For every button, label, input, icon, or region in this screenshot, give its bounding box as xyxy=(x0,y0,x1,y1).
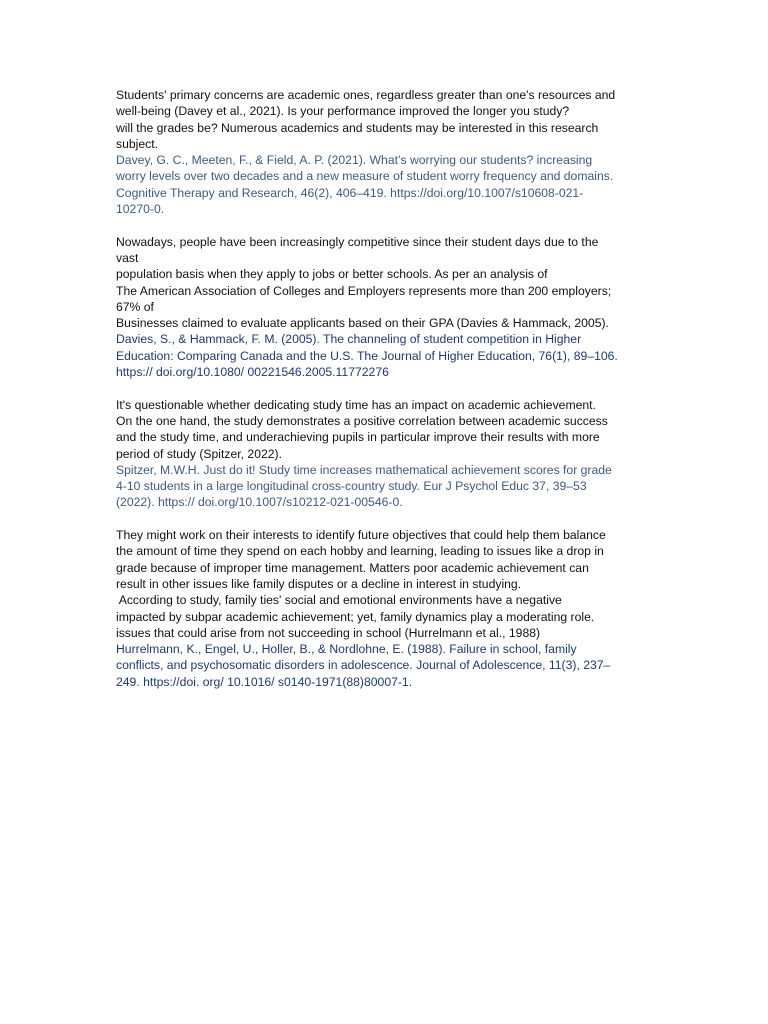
paragraph-spacer xyxy=(116,380,652,396)
reference-line: Cognitive Therapy and Research, 46(2), 406–419. https://doi.org/10.1007/s10608-021- xyxy=(116,185,584,200)
body-line: impacted by subpar academic achievement; yet, family dynamics play a moderating role. xyxy=(116,609,595,624)
body-line: the amount of time they spend on each hobby and learning, leading to issues like a drop in xyxy=(116,544,604,559)
body-line: grade because of improper time management. Matters poor academic achievement can xyxy=(116,560,589,575)
body-line: will the grades be? Numerous academics and students may be interested in this research xyxy=(116,120,599,135)
body-line: Students' primary concerns are academic ones, regardless greater than one's resources and xyxy=(116,88,616,102)
reference-line: Spitzer, M.W.H. Just do it! Study time increases mathematical achievement scores for grade xyxy=(116,462,612,477)
reference-line: https:// doi.org/10.1080/ 00221546.2005.11772276 xyxy=(116,365,389,380)
reference-line: Education: Comparing Canada and the U.S. The Journal of Higher Education, 76(1), 89–106. xyxy=(116,348,618,363)
reference-line: 10270-0. xyxy=(116,202,165,217)
body-line: issues that could arise from not succeeding in school (Hurrelmann et al., 1988) xyxy=(116,625,541,640)
body-line: They might work on their interests to identify future objectives that could help them balance xyxy=(116,528,606,543)
paragraph-spacer xyxy=(116,511,652,527)
body-line: and the study time, and underachieving pupils in particular improve their results with more xyxy=(116,430,600,445)
body-line: subject. xyxy=(116,136,159,151)
body-line: well-being (Davey et al., 2021). Is your performance improved the longer you study? xyxy=(116,104,570,119)
paragraph-1 xyxy=(116,87,652,217)
body-line: On the one hand, the study demonstrates a positive correlation between academic success xyxy=(116,413,608,428)
reference-line: conflicts, and psychosomatic disorders in adolescence. Journal of Adolescence, 11(3), 237– xyxy=(116,658,611,673)
body-line: population basis when they apply to jobs or better schools. As per an analysis of xyxy=(116,267,548,282)
paragraph-3 xyxy=(116,397,652,511)
reference-line: Hurrelmann, K., Engel, U., Holler, B., & Nordlohne, E. (1988). Failure in school, family xyxy=(116,642,577,657)
body-line: 67% of xyxy=(116,299,154,314)
reference-line: (2022). https:// doi.org/10.1007/s10212-021-00546-0. xyxy=(116,495,403,510)
body-line: period of study (Spitzer, 2022). xyxy=(116,446,282,461)
body-line: The American Association of Colleges and Employers represents more than 200 employers; xyxy=(116,283,612,298)
reference-line: worry levels over two decades and a new measure of student worry frequency and domains. xyxy=(116,169,614,184)
body-line: vast xyxy=(116,250,139,265)
body-line: Businesses claimed to evaluate applicants based on their GPA (Davies & Hammack, 2005). xyxy=(116,316,609,331)
reference-line: 249. https://doi. org/ 10.1016/ s0140-1971(88)80007-1. xyxy=(116,674,413,689)
paragraph-spacer xyxy=(116,217,652,233)
reference-line: Davey, G. C., Meeten, F., & Field, A. P. (2021). What’s worrying our students? increasing xyxy=(116,153,593,168)
body-line: Nowadays, people have been increasingly competitive since their student days due to the xyxy=(116,234,599,249)
body-line: result in other issues like family disputes or a decline in interest in studying. xyxy=(116,576,522,591)
document-page xyxy=(116,87,652,690)
reference-line: 4-10 students in a large longitudinal cross-country study. Eur J Psychol Educ 37, 39–53 xyxy=(116,479,587,494)
body-line: According to study, family ties' social and emotional environments have a negative xyxy=(116,593,562,608)
paragraph-4 xyxy=(116,527,652,690)
body-line: It's questionable whether dedicating study time has an impact on academic achievement. xyxy=(116,397,596,412)
reference-line: Davies, S., & Hammack, F. M. (2005). The channeling of student competition in Higher xyxy=(116,332,582,347)
paragraph-2 xyxy=(116,234,652,381)
